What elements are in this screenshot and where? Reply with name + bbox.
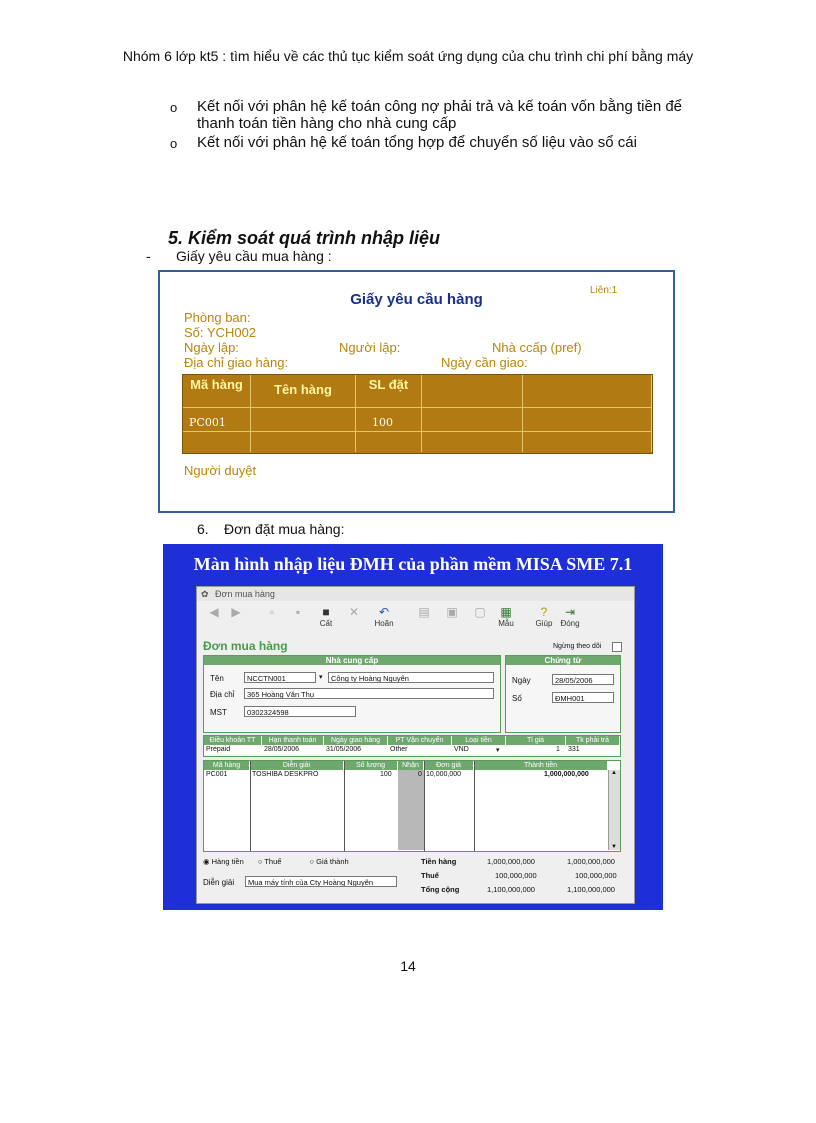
grid-col: Mã hàng — [204, 761, 250, 770]
undo-icon: ↶ — [378, 605, 390, 619]
item-number: 6. — [197, 521, 209, 537]
grid-col: Nhận — [398, 761, 424, 770]
terms-value[interactable]: 331 — [568, 746, 580, 753]
attach-icon[interactable]: ▢ — [474, 605, 486, 619]
dash-text: Giấy yêu cầu mua hàng : — [176, 248, 332, 264]
undo-button[interactable]: ↶ Hoãn — [371, 605, 397, 628]
screenshot-banner: Màn hình nhập liệu ĐMH của phần mềm MISA SME 7.1 — [193, 554, 633, 574]
row-empty — [251, 432, 356, 452]
ten-label: Tên — [210, 674, 224, 683]
total-value: 1,100,000,000 — [567, 885, 615, 894]
nhan-column-shade — [398, 770, 424, 850]
app-icon: ✿ — [201, 589, 209, 599]
dropdown-icon[interactable]: ▾ — [496, 747, 500, 754]
ncc-header: Nhà cung cấp — [204, 656, 500, 665]
row-ten-hang — [251, 408, 356, 432]
grid-cell[interactable]: 10,000,000 — [426, 771, 462, 778]
total-value: 1,100,000,000 — [487, 885, 535, 894]
col-empty — [422, 375, 523, 408]
radio-group — [203, 857, 349, 866]
row-empty — [356, 432, 422, 452]
terms-col: Tk phải trả — [566, 736, 620, 745]
bullet-text: Kết nối với phân hệ kế toán công nợ phải trả và kế toán vốn bằng tiền để thanh toán tiền hàng cho nhà cung cấp — [197, 98, 683, 132]
total-value: 100,000,000 — [575, 871, 617, 880]
radio-thue[interactable]: ○ Thuế — [257, 857, 282, 866]
phong-ban-label: Phòng ban: — [184, 310, 251, 325]
row-empty — [183, 432, 251, 452]
terms-col: Điều khoản TT — [204, 736, 262, 745]
terms-col: PT Vận chuyển — [388, 736, 452, 745]
mst-label: MST — [210, 708, 227, 717]
grid-cell[interactable]: PC001 — [206, 771, 228, 778]
form-title: Giấy yêu cầu hàng — [350, 291, 483, 308]
items-grid — [203, 760, 621, 852]
total-value: 1,000,000,000 — [487, 857, 535, 866]
tax-code-field[interactable]: 0302324598 — [244, 706, 356, 717]
new-icon[interactable]: ▫ — [269, 605, 275, 619]
items-grid — [182, 374, 653, 454]
delete-icon[interactable]: ✕ — [348, 605, 360, 619]
row-ma-hang: PC001 — [183, 408, 251, 432]
col-sl-dat: SL đặt — [356, 375, 422, 408]
item-text: Đơn đặt mua hàng: — [224, 521, 345, 537]
window-title-text: Đơn mua hàng — [215, 589, 275, 599]
terms-grid — [203, 735, 621, 757]
window-title — [197, 587, 634, 601]
terms-value[interactable]: 1 — [556, 746, 560, 753]
preview-icon[interactable]: ▣ — [446, 605, 458, 619]
template-icon: ▦ — [500, 605, 512, 619]
page-number: 14 — [400, 958, 416, 974]
template-button[interactable]: ▦ Mẫu — [493, 605, 519, 628]
date-field[interactable]: 28/05/2006 — [552, 674, 614, 685]
grid-col: Thành tiền — [474, 761, 608, 770]
row-empty — [523, 408, 652, 432]
terms-col: Ngày giao hàng — [324, 736, 388, 745]
col-ma-hang: Mã hàng — [183, 375, 251, 408]
page-header: Nhóm 6 lớp kt5 : tìm hiểu về các thủ tục kiểm soát ứng dụng của chu trình chi phí bằng máy — [122, 48, 694, 64]
grid-divider — [474, 761, 475, 851]
grid-divider — [250, 761, 251, 851]
bullet-marker: o — [170, 100, 178, 115]
lien-label: Liên:1 — [590, 285, 618, 296]
prev-icon[interactable]: ◀ — [209, 605, 219, 619]
description-field[interactable]: Mua máy tính của Cty Hoàng Nguyên — [245, 876, 397, 887]
ncc-box — [203, 655, 501, 733]
dien-giai-label: Diễn giải — [203, 878, 235, 887]
radio-gia-thanh[interactable]: ○ Giá thành — [309, 857, 349, 866]
nha-ccap-label: Nhà ccấp (pref) — [492, 340, 582, 355]
row-empty — [422, 432, 523, 452]
doc-number-field[interactable]: ĐMH001 — [552, 692, 614, 703]
total-label: Tiền hàng — [421, 857, 457, 866]
dia-chi-label: Địa chỉ giao hàng: — [184, 355, 289, 370]
form-heading: Đơn mua hàng — [203, 639, 288, 653]
save-icon: ■ — [322, 605, 330, 619]
grid-col: Đơn giá — [424, 761, 474, 770]
terms-col: Tỉ giá — [506, 736, 566, 745]
total-value: 100,000,000 — [495, 871, 537, 880]
help-icon: ? — [540, 605, 548, 619]
purchase-request-form — [158, 270, 675, 513]
section-title: 5. Kiểm soát quá trình nhập liệu — [168, 228, 441, 248]
ngung-theo-doi-checkbox[interactable] — [612, 642, 622, 652]
total-label: Tổng cộng — [421, 885, 460, 894]
ngay-can-label: Ngày cần giao: — [441, 355, 528, 370]
so-label: Số — [512, 694, 522, 703]
terms-value[interactable]: Other — [390, 746, 408, 753]
grid-scrollbar[interactable] — [608, 770, 620, 850]
edit-icon[interactable]: ▪ — [295, 605, 301, 619]
ngung-theo-doi-label: Ngừng theo dõi — [553, 643, 602, 650]
nguoi-duyet-label: Người duyệt — [184, 463, 257, 478]
dash-marker: - — [146, 248, 151, 264]
col-empty — [523, 375, 652, 408]
print-icon[interactable]: ▤ — [418, 605, 430, 619]
supplier-code-select[interactable]: NCCTN001 — [244, 672, 316, 683]
row-empty — [523, 432, 652, 452]
total-label: Thuế — [421, 871, 439, 880]
bullet-marker: o — [170, 136, 178, 151]
help-button[interactable]: ? Giúp — [531, 605, 557, 628]
nguoi-lap-label: Người lập: — [339, 340, 401, 355]
ngay-lap-label: Ngày lập: — [184, 340, 239, 355]
address-field[interactable]: 365 Hoàng Văn Thụ — [244, 688, 494, 699]
supplier-name-field[interactable]: Công ty Hoàng Nguyên — [328, 672, 494, 683]
terms-value[interactable]: 31/05/2006 — [326, 746, 362, 753]
row-empty — [422, 408, 523, 432]
misa-window — [196, 586, 635, 904]
terms-col: Loại tiền — [452, 736, 506, 745]
grid-cell[interactable]: 1,000,000,000 — [544, 771, 589, 778]
grid-divider — [424, 761, 425, 851]
misa-screenshot — [163, 544, 663, 910]
close-icon: ⇥ — [564, 605, 576, 619]
bullet-text: Kết nối với phân hệ kế toán tổng hợp để chuyển số liệu vào sổ cái — [197, 134, 637, 151]
terms-value[interactable]: VND — [454, 746, 469, 753]
grid-cell[interactable]: 0 — [418, 771, 422, 778]
row-sl-dat: 100 — [356, 408, 422, 432]
scroll-up-icon[interactable]: ▲ — [611, 770, 617, 776]
terms-value[interactable]: 28/05/2006 — [264, 746, 300, 753]
grid-col: Số lượng — [344, 761, 398, 770]
scroll-down-icon[interactable]: ▼ — [611, 844, 617, 850]
total-value: 1,000,000,000 — [567, 857, 615, 866]
dropdown-icon[interactable]: ▾ — [319, 674, 323, 681]
next-icon[interactable]: ▶ — [231, 605, 241, 619]
close-button[interactable]: ⇥ Đóng — [557, 605, 583, 628]
grid-cell[interactable]: 100 — [380, 771, 392, 778]
radio-hang-tien[interactable]: ◉ Hàng tiền — [203, 857, 244, 866]
chung-tu-box — [505, 655, 621, 733]
col-ten-hang: Tên hàng — [251, 375, 356, 408]
diachi-label: Địa chỉ — [210, 690, 235, 699]
chung-tu-header: Chứng từ — [506, 656, 620, 665]
grid-cell[interactable]: TOSHIBA DESKPRO — [252, 771, 319, 778]
terms-value[interactable]: Prepaid — [206, 746, 231, 753]
terms-col: Hạn thanh toán — [262, 736, 324, 745]
save-button[interactable]: ■ Cất — [313, 605, 339, 628]
grid-col: Diễn giải — [250, 761, 344, 770]
ngay-label: Ngày — [512, 676, 531, 685]
so-label: Số: YCH002 — [184, 325, 257, 340]
grid-divider — [344, 761, 345, 851]
